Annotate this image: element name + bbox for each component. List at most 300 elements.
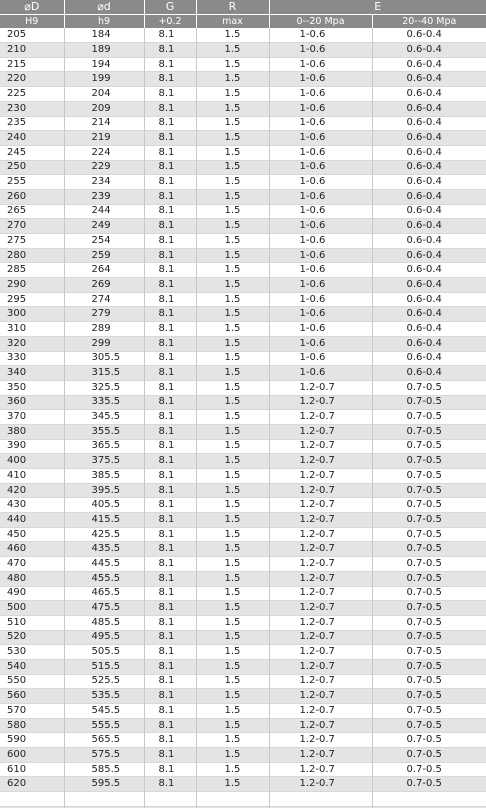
cell-radius: 1.5 xyxy=(196,718,269,733)
cell-radius: 1.5 xyxy=(196,498,269,513)
table-row xyxy=(0,366,486,381)
cell-inner-diameter: 189 xyxy=(64,43,144,58)
cell-inner-diameter: 229 xyxy=(64,160,144,175)
table-row xyxy=(0,28,486,42)
cell-outer-diameter: 245 xyxy=(7,146,27,158)
cell-radius: 1.5 xyxy=(196,351,269,366)
cell-gap-high: 0.7-0.5 xyxy=(372,586,486,601)
cell-gap-high: 0.6-0.4 xyxy=(372,116,486,131)
cell-gap-high: 0.6-0.4 xyxy=(372,189,486,204)
cell-outer-diameter xyxy=(0,792,64,807)
cell-radius: 1.5 xyxy=(196,72,269,87)
cell-gap-high: 0.6-0.4 xyxy=(372,234,486,249)
cell-gap-low: 1.2-0.7 xyxy=(269,733,372,748)
cell-outer-diameter: 350 xyxy=(7,381,27,393)
cell-groove-width: 8.1 xyxy=(144,131,196,146)
cell-inner-diameter: 455.5 xyxy=(64,571,144,586)
cell-outer-diameter: 250 xyxy=(0,160,64,175)
cell-radius: 1.5 xyxy=(196,424,269,439)
cell-gap-low: 1-0.6 xyxy=(269,278,372,293)
cell-groove-width: 8.1 xyxy=(144,72,196,87)
table-row xyxy=(0,116,486,131)
cell-inner-diameter: 485.5 xyxy=(64,615,144,630)
cell-gap-low: 1.2-0.7 xyxy=(269,469,372,484)
cell-inner-diameter: 395.5 xyxy=(64,483,144,498)
cell-groove-width: 8.1 xyxy=(144,483,196,498)
cell-radius: 1.5 xyxy=(196,410,269,425)
table-row xyxy=(0,145,486,160)
table-row xyxy=(0,87,486,102)
cell-groove-width: 8.1 xyxy=(144,175,196,190)
cell-radius: 1.5 xyxy=(196,57,269,72)
cell-gap-low: 1-0.6 xyxy=(269,116,372,131)
cell-outer-diameter: 500 xyxy=(0,601,64,616)
cell-radius: 1.5 xyxy=(196,160,269,175)
cell-groove-width: 8.1 xyxy=(144,557,196,572)
cell-radius: 1.5 xyxy=(196,483,269,498)
cell-inner-diameter: 335.5 xyxy=(64,395,144,410)
cell-groove-width: 8.1 xyxy=(144,263,196,278)
cell-inner-diameter: 204 xyxy=(64,87,144,102)
cell-inner-diameter: 259 xyxy=(64,248,144,263)
cell-gap-low: 1-0.6 xyxy=(269,101,372,116)
cell-radius: 1.5 xyxy=(196,469,269,484)
table-row xyxy=(0,248,486,263)
table-row xyxy=(0,131,486,146)
table-row xyxy=(0,380,486,395)
cell-radius: 1.5 xyxy=(196,263,269,278)
table-row xyxy=(0,586,486,601)
table-row xyxy=(0,43,486,58)
cell-gap-high: 0.7-0.5 xyxy=(372,527,486,542)
cell-radius: 1.5 xyxy=(196,733,269,748)
table-row xyxy=(0,175,486,190)
cell-outer-diameter: 205 xyxy=(7,29,27,41)
table-row xyxy=(0,615,486,630)
cell-radius: 1.5 xyxy=(196,454,269,469)
cell-groove-width: 8.1 xyxy=(144,439,196,454)
cell-gap-low: 1-0.6 xyxy=(269,189,372,204)
cell-outer-diameter: 510 xyxy=(7,616,27,628)
cell-gap-low: 1.2-0.7 xyxy=(269,424,372,439)
cell-outer-diameter: 230 xyxy=(0,101,64,116)
cell-gap-low: 1.2-0.7 xyxy=(269,410,372,425)
cell-inner-diameter: 305.5 xyxy=(64,351,144,366)
cell-gap-high: 0.6-0.4 xyxy=(372,336,486,351)
cell-outer-diameter: 225 xyxy=(7,87,27,99)
cell-inner-diameter: 575.5 xyxy=(64,748,144,763)
cell-inner-diameter: 585.5 xyxy=(64,762,144,777)
cell-gap-high: 0.6-0.4 xyxy=(372,219,486,234)
cell-gap-high: 0.6-0.4 xyxy=(372,175,486,190)
table-row xyxy=(0,336,486,351)
cell-outer-diameter: 220 xyxy=(0,72,64,87)
table-row xyxy=(0,513,486,528)
cell-groove-width: 8.1 xyxy=(144,204,196,219)
cell-gap-high: 0.7-0.5 xyxy=(372,498,486,513)
cell-inner-diameter: 385.5 xyxy=(64,469,144,484)
cell-inner-diameter: 194 xyxy=(64,57,144,72)
cell-gap-low: 1-0.6 xyxy=(269,307,372,322)
cell-gap-low: 1-0.6 xyxy=(269,219,372,234)
cell-outer-diameter: 295 xyxy=(7,293,27,305)
cell-outer-diameter: 600 xyxy=(0,748,64,763)
cell-radius: 1.5 xyxy=(196,292,269,307)
cell-groove-width: 8.1 xyxy=(144,410,196,425)
cell-outer-diameter: 440 xyxy=(0,513,64,528)
cell-groove-width: 8.1 xyxy=(144,28,196,42)
cell-gap-low: 1-0.6 xyxy=(269,336,372,351)
cell-groove-width: 8.1 xyxy=(144,57,196,72)
cell-groove-width: 8.1 xyxy=(144,336,196,351)
cell-gap-high xyxy=(372,792,486,807)
cell-gap-high: 0.6-0.4 xyxy=(372,87,486,102)
cell-gap-low: 1.2-0.7 xyxy=(269,586,372,601)
cell-outer-diameter: 530 xyxy=(7,646,27,658)
cell-groove-width: 8.1 xyxy=(144,748,196,763)
cell-outer-diameter: 270 xyxy=(0,219,64,234)
cell-outer-diameter: 265 xyxy=(7,205,27,217)
cell-inner-diameter: 234 xyxy=(64,175,144,190)
cell-groove-width: 8.1 xyxy=(144,615,196,630)
cell-inner-diameter: 345.5 xyxy=(64,410,144,425)
cell-groove-width: 8.1 xyxy=(144,762,196,777)
table-row xyxy=(0,219,486,234)
table-row xyxy=(0,777,486,792)
header-radius-limit: max xyxy=(196,14,269,28)
cell-radius: 1.5 xyxy=(196,615,269,630)
cell-radius: 1.5 xyxy=(196,380,269,395)
table-row xyxy=(0,601,486,616)
cell-gap-high: 0.7-0.5 xyxy=(372,513,486,528)
cell-gap-high: 0.7-0.5 xyxy=(372,395,486,410)
cell-gap-low: 1.2-0.7 xyxy=(269,762,372,777)
table-row xyxy=(0,542,486,557)
cell-gap-high: 0.6-0.4 xyxy=(372,292,486,307)
cell-gap-high: 0.7-0.5 xyxy=(372,439,486,454)
table-row xyxy=(0,689,486,704)
header-row-tolerances xyxy=(0,14,486,28)
cell-outer-diameter: 430 xyxy=(7,499,27,511)
cell-gap-low: 1-0.6 xyxy=(269,43,372,58)
cell-outer-diameter: 340 xyxy=(0,366,64,381)
cell-inner-diameter: 279 xyxy=(64,307,144,322)
cell-outer-diameter: 240 xyxy=(0,131,64,146)
cell-radius: 1.5 xyxy=(196,571,269,586)
table-row xyxy=(0,557,486,572)
cell-outer-diameter: 370 xyxy=(7,411,27,423)
cell-outer-diameter: 540 xyxy=(0,659,64,674)
cell-radius: 1.5 xyxy=(196,630,269,645)
table-body xyxy=(0,28,486,808)
cell-radius: 1.5 xyxy=(196,28,269,42)
cell-gap-high: 0.6-0.4 xyxy=(372,131,486,146)
table-row xyxy=(0,72,486,87)
table-row xyxy=(0,733,486,748)
cell-radius: 1.5 xyxy=(196,645,269,660)
cell-inner-diameter: 565.5 xyxy=(64,733,144,748)
cell-gap-low xyxy=(269,792,372,807)
cell-groove-width: 8.1 xyxy=(144,380,196,395)
cell-inner-diameter: 249 xyxy=(64,219,144,234)
table-header xyxy=(0,0,486,28)
cell-outer-diameter: 320 xyxy=(0,336,64,351)
cell-inner-diameter: 325.5 xyxy=(64,380,144,395)
cell-outer-diameter: 560 xyxy=(0,689,64,704)
cell-gap-high: 0.7-0.5 xyxy=(372,718,486,733)
table-row xyxy=(0,498,486,513)
table-row xyxy=(0,704,486,719)
cell-radius: 1.5 xyxy=(196,513,269,528)
cell-gap-low: 1-0.6 xyxy=(269,72,372,87)
cell-inner-diameter: 299 xyxy=(64,336,144,351)
cell-gap-low: 1.2-0.7 xyxy=(269,542,372,557)
cell-outer-diameter: 610 xyxy=(7,763,27,775)
cell-groove-width: 8.1 xyxy=(144,498,196,513)
cell-gap-high: 0.7-0.5 xyxy=(372,762,486,777)
cell-outer-diameter: 620 xyxy=(0,777,64,792)
cell-groove-width: 8.1 xyxy=(144,601,196,616)
table-row xyxy=(0,101,486,116)
cell-gap-high: 0.6-0.4 xyxy=(372,366,486,381)
header-groove-width: G xyxy=(144,0,196,14)
cell-gap-high: 0.7-0.5 xyxy=(372,777,486,792)
cell-radius: 1.5 xyxy=(196,689,269,704)
cell-outer-diameter: 550 xyxy=(7,675,27,687)
cell-radius: 1.5 xyxy=(196,586,269,601)
cell-gap-high: 0.7-0.5 xyxy=(372,615,486,630)
cell-groove-width: 8.1 xyxy=(144,586,196,601)
cell-radius: 1.5 xyxy=(196,777,269,792)
cell-gap-low: 1-0.6 xyxy=(269,234,372,249)
cell-groove-width: 8.1 xyxy=(144,116,196,131)
cell-gap-low: 1-0.6 xyxy=(269,28,372,42)
table-row xyxy=(0,469,486,484)
cell-groove-width: 8.1 xyxy=(144,322,196,337)
cell-inner-diameter: 239 xyxy=(64,189,144,204)
cell-gap-high: 0.7-0.5 xyxy=(372,733,486,748)
cell-groove-width xyxy=(144,792,196,807)
cell-groove-width: 8.1 xyxy=(144,87,196,102)
table-row xyxy=(0,792,486,807)
cell-inner-diameter: 475.5 xyxy=(64,601,144,616)
cell-groove-width: 8.1 xyxy=(144,43,196,58)
header-inner-diameter: ⌀d xyxy=(64,0,144,14)
cell-inner-diameter: 209 xyxy=(64,101,144,116)
cell-groove-width: 8.1 xyxy=(144,571,196,586)
cell-gap-high: 0.7-0.5 xyxy=(372,454,486,469)
cell-groove-width: 8.1 xyxy=(144,278,196,293)
cell-gap-high: 0.6-0.4 xyxy=(372,101,486,116)
cell-gap-low: 1.2-0.7 xyxy=(269,777,372,792)
header-groove-tolerance: +0.2 xyxy=(144,14,196,28)
cell-inner-diameter: 184 xyxy=(64,28,144,42)
cell-gap-low: 1-0.6 xyxy=(269,248,372,263)
cell-gap-high: 0.7-0.5 xyxy=(372,424,486,439)
cell-radius: 1.5 xyxy=(196,131,269,146)
cell-inner-diameter: 595.5 xyxy=(64,777,144,792)
cell-inner-diameter: 425.5 xyxy=(64,527,144,542)
cell-outer-diameter: 520 xyxy=(0,630,64,645)
cell-gap-low: 1-0.6 xyxy=(269,131,372,146)
cell-gap-high: 0.6-0.4 xyxy=(372,43,486,58)
cell-gap-low: 1.2-0.7 xyxy=(269,659,372,674)
cell-gap-high: 0.6-0.4 xyxy=(372,278,486,293)
cell-inner-diameter: 465.5 xyxy=(64,586,144,601)
cell-inner-diameter: 365.5 xyxy=(64,439,144,454)
table-row xyxy=(0,483,486,498)
cell-gap-low: 1-0.6 xyxy=(269,87,372,102)
cell-gap-low: 1.2-0.7 xyxy=(269,601,372,616)
table-row xyxy=(0,204,486,219)
cell-gap-low: 1.2-0.7 xyxy=(269,630,372,645)
cell-radius: 1.5 xyxy=(196,307,269,322)
cell-gap-low: 1.2-0.7 xyxy=(269,704,372,719)
cell-radius: 1.5 xyxy=(196,189,269,204)
cell-outer-diameter: 260 xyxy=(0,189,64,204)
table-row xyxy=(0,263,486,278)
table-row xyxy=(0,57,486,72)
cell-groove-width: 8.1 xyxy=(144,234,196,249)
cell-groove-width: 8.1 xyxy=(144,704,196,719)
cell-gap-low: 1-0.6 xyxy=(269,204,372,219)
table-row xyxy=(0,351,486,366)
table-row xyxy=(0,410,486,425)
cell-gap-high: 0.7-0.5 xyxy=(372,410,486,425)
table-row xyxy=(0,307,486,322)
cell-groove-width: 8.1 xyxy=(144,718,196,733)
cell-gap-low: 1.2-0.7 xyxy=(269,748,372,763)
cell-gap-high: 0.6-0.4 xyxy=(372,28,486,42)
cell-radius: 1.5 xyxy=(196,204,269,219)
cell-inner-diameter xyxy=(64,792,144,807)
cell-groove-width: 8.1 xyxy=(144,659,196,674)
cell-inner-diameter: 495.5 xyxy=(64,630,144,645)
cell-gap-high: 0.7-0.5 xyxy=(372,748,486,763)
cell-groove-width: 8.1 xyxy=(144,351,196,366)
table-row xyxy=(0,395,486,410)
cell-radius: 1.5 xyxy=(196,43,269,58)
cell-gap-low: 1-0.6 xyxy=(269,160,372,175)
cell-gap-high: 0.7-0.5 xyxy=(372,689,486,704)
cell-radius: 1.5 xyxy=(196,674,269,689)
cell-outer-diameter: 310 xyxy=(7,322,27,334)
cell-gap-low: 1.2-0.7 xyxy=(269,674,372,689)
cell-outer-diameter: 210 xyxy=(0,43,64,58)
cell-radius: 1.5 xyxy=(196,542,269,557)
cell-gap-low: 1-0.6 xyxy=(269,366,372,381)
cell-radius: 1.5 xyxy=(196,234,269,249)
cell-groove-width: 8.1 xyxy=(144,469,196,484)
table-row xyxy=(0,189,486,204)
cell-radius: 1.5 xyxy=(196,87,269,102)
table-row xyxy=(0,424,486,439)
cell-gap-high: 0.6-0.4 xyxy=(372,204,486,219)
header-gap-pressure-low: 0--20 Mpa xyxy=(269,14,372,28)
cell-outer-diameter: 285 xyxy=(7,264,27,276)
cell-inner-diameter: 375.5 xyxy=(64,454,144,469)
cell-inner-diameter: 199 xyxy=(64,72,144,87)
cell-gap-high: 0.6-0.4 xyxy=(372,160,486,175)
cell-radius: 1.5 xyxy=(196,219,269,234)
cell-gap-low: 1-0.6 xyxy=(269,292,372,307)
cell-groove-width: 8.1 xyxy=(144,424,196,439)
table-row xyxy=(0,234,486,249)
cell-groove-width: 8.1 xyxy=(144,454,196,469)
cell-outer-diameter: 300 xyxy=(0,307,64,322)
cell-gap-low: 1.2-0.7 xyxy=(269,645,372,660)
cell-groove-width: 8.1 xyxy=(144,160,196,175)
cell-inner-diameter: 315.5 xyxy=(64,366,144,381)
cell-inner-diameter: 435.5 xyxy=(64,542,144,557)
cell-gap-low: 1.2-0.7 xyxy=(269,380,372,395)
table-row xyxy=(0,160,486,175)
cell-outer-diameter: 390 xyxy=(7,440,27,452)
cell-gap-low: 1.2-0.7 xyxy=(269,557,372,572)
cell-gap-low: 1.2-0.7 xyxy=(269,527,372,542)
table-row xyxy=(0,659,486,674)
cell-outer-diameter: 410 xyxy=(7,469,27,481)
cell-radius: 1.5 xyxy=(196,248,269,263)
cell-outer-diameter: 470 xyxy=(7,557,27,569)
cell-outer-diameter: 280 xyxy=(0,248,64,263)
cell-outer-diameter: 255 xyxy=(7,176,27,188)
cell-radius: 1.5 xyxy=(196,175,269,190)
cell-gap-low: 1.2-0.7 xyxy=(269,615,372,630)
cell-gap-low: 1-0.6 xyxy=(269,175,372,190)
cell-groove-width: 8.1 xyxy=(144,630,196,645)
cell-inner-diameter: 355.5 xyxy=(64,424,144,439)
cell-radius: 1.5 xyxy=(196,748,269,763)
cell-inner-diameter: 445.5 xyxy=(64,557,144,572)
cell-groove-width: 8.1 xyxy=(144,101,196,116)
cell-radius: 1.5 xyxy=(196,527,269,542)
cell-gap-high: 0.7-0.5 xyxy=(372,542,486,557)
cell-outer-diameter: 420 xyxy=(0,483,64,498)
cell-gap-low: 1.2-0.7 xyxy=(269,454,372,469)
cell-outer-diameter: 360 xyxy=(0,395,64,410)
cell-inner-diameter: 264 xyxy=(64,263,144,278)
cell-gap-high: 0.7-0.5 xyxy=(372,645,486,660)
table-row xyxy=(0,718,486,733)
cell-gap-high: 0.7-0.5 xyxy=(372,630,486,645)
cell-outer-diameter: 590 xyxy=(7,734,27,746)
table-row xyxy=(0,748,486,763)
cell-gap-high: 0.6-0.4 xyxy=(372,322,486,337)
cell-groove-width: 8.1 xyxy=(144,645,196,660)
cell-radius: 1.5 xyxy=(196,336,269,351)
table-row xyxy=(0,674,486,689)
cell-inner-diameter: 244 xyxy=(64,204,144,219)
cell-inner-diameter: 555.5 xyxy=(64,718,144,733)
cell-radius: 1.5 xyxy=(196,439,269,454)
cell-gap-high: 0.6-0.4 xyxy=(372,248,486,263)
cell-outer-diameter: 235 xyxy=(7,117,27,129)
cell-inner-diameter: 254 xyxy=(64,234,144,249)
cell-gap-low: 1.2-0.7 xyxy=(269,718,372,733)
cell-gap-high: 0.7-0.5 xyxy=(372,469,486,484)
cell-inner-diameter: 269 xyxy=(64,278,144,293)
cell-groove-width: 8.1 xyxy=(144,777,196,792)
cell-outer-diameter: 460 xyxy=(0,542,64,557)
table-row xyxy=(0,630,486,645)
table-row xyxy=(0,292,486,307)
cell-gap-low: 1.2-0.7 xyxy=(269,395,372,410)
cell-gap-low: 1.2-0.7 xyxy=(269,483,372,498)
cell-groove-width: 8.1 xyxy=(144,527,196,542)
table-row xyxy=(0,645,486,660)
cell-radius: 1.5 xyxy=(196,101,269,116)
